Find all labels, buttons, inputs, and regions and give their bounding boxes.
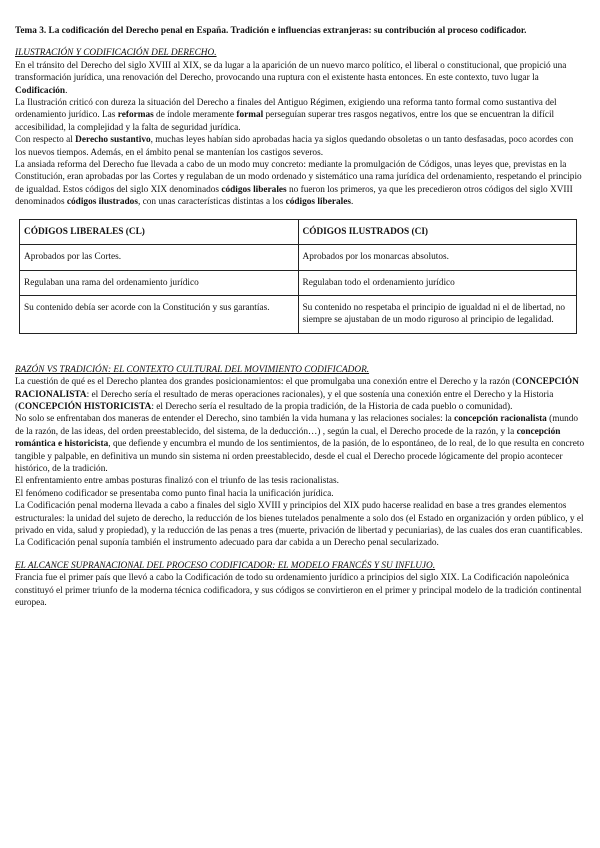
paragraph: En el tránsito del Derecho del siglo XVIII al XIX, se da lugar a la aparición de un nuevo marco político, el liberal o constitucional, que propició una transformación jurídica, una renovación del Derecho, provocando una ruptura con el existente hasta entonces. En este contexto, tuvo lugar la Codificación. xyxy=(15,60,567,96)
table-cell: Regulaban una rama del ordenamiento jurídico xyxy=(20,270,299,295)
table-cell: Aprobados por las Cortes. xyxy=(20,245,299,270)
paragraph: La cuestión de qué es el Derecho plantea dos grandes posicionamientos: el que promulgaba una conexión entre el Derecho y la razón (CONCEPCIÓN RACIONALISTA: el Derecho sería el resultado de meras operaciones racionales), y el que sostenía una conexión entre el Derecho y la Historia (CONCEPCIÓN HISTORICISTA: el Derecho sería el resultado de la propia tradición, de la Historia de cada pueblo o comunidad). xyxy=(15,377,579,412)
table-row xyxy=(20,245,577,270)
paragraph: La ansiada reforma del Derecho fue llevada a cabo de un modo muy concreto: mediante la promulgación de Códigos, unas leyes que, previstas en la Constitución, eran aprobadas por las Cortes y regulaban de un modo ordenado y sistemático una rama jurídica del ordenamiento, respetando el principio de igualdad. Estos códigos del siglo XIX denominados códigos liberales no fueron los primeros, ya que les precedieron otros códigos del siglo XVIII denominados códigos ilustrados, con unas características distintas a los códigos liberales. xyxy=(15,160,582,208)
paragraph: La Codificación penal moderna llevada a cabo a finales del siglo XVIII y principios del XIX pudo hacerse realidad en base a tres grandes elementos estructurales: la unidad del sujeto de derecho, la reducción de los bienes tutelados penalmente a solo dos (el Estado en organización y orden público, y el privado en vida, salud y propiedad), y la reducción de las penas a tres (muerte, privación de libertad y pecuniarias), de las cuales dos eran cuantificables. xyxy=(15,501,584,536)
paragraph: Francia fue el primer país que llevó a cabo la Codificación de todo su ordenamiento jurídico a principios del siglo XIX. La Codificación napoleónica constituyó el primer triunfo de la moderna técnica codificadora, y sus códigos se convirtieron en el primer y principal modelo de la tradición continental europea. xyxy=(15,573,582,609)
document-title: Tema 3. La codificación del Derecho penal en España. Tradición e influencias extranjeras: su contribución al proceso codificador. xyxy=(15,26,527,36)
section-heading-alcance-supranacional: EL ALCANCE SUPRANACIONAL DEL PROCESO CODIFICADOR: EL MODELO FRANCÉS Y SU INFLUJO. xyxy=(15,560,436,571)
paragraph: Con respecto al Derecho sustantivo, muchas leyes habían sido aprobadas hacia ya siglos quedando obsoletas o un tanto desfasadas, poco acordes con los nuevos tiempos. Además, en el ámbito penal se mantenían los castigos severos. xyxy=(15,135,574,158)
table-header-row xyxy=(20,219,577,244)
table-cell: Su contenido no respetaba el principio de igualdad ni el de libertad, no siempre se ajustaban de un modo riguroso al principio de legalidad. xyxy=(298,295,577,333)
section-heading-razon-vs-tradicion: RAZÓN VS TRADICIÓN: EL CONTEXTO CULTURAL DEL MOVIMIENTO CODIFICADOR. xyxy=(15,364,370,375)
paragraph: La Ilustración criticó con dureza la situación del Derecho a finales del Antiguo Régimen, exigiendo una reforma tanto formal como sustantiva del ordenamiento jurídico. Las reformas de índole meramente formal perseguían superar tres rasgos negativos, entre los que se encuentran la difícil accesibilidad, la complejidad y la falta de seguridad jurídica. xyxy=(15,98,557,133)
table-header-cell: CÓDIGOS ILUSTRADOS (CI) xyxy=(298,219,577,244)
paragraph: La Codificación penal suponía también el instrumento adecuado para dar cabida a un Derecho penal secularizado. xyxy=(15,538,439,549)
table-cell: Aprobados por los monarcas absolutos. xyxy=(298,245,577,270)
table-row xyxy=(20,295,577,333)
table-cell: Regulaban todo el ordenamiento jurídico xyxy=(298,270,577,295)
table-row xyxy=(20,270,577,295)
paragraph: El fenómeno codificador se presentaba como punto final hacia la unificación jurídica. xyxy=(15,488,334,499)
table-cell: Su contenido debía ser acorde con la Constitución y sus garantías. xyxy=(20,295,299,333)
table-header-cell: CÓDIGOS LIBERALES (CL) xyxy=(20,219,299,244)
paragraph: No solo se enfrentaban dos maneras de entender el Derecho, sino también la vida humana y las relaciones sociales: la concepción racionalista (mundo de la razón, de las ideas, del orden preestablecido, del sistema, de la deducción…) , según la cual, el Derecho procede de la razón, y la concepción romántica e historicista, que defiende y encumbra el mundo de los sentimientos, de la pasión, de lo espontáneo, de lo real, de lo que resulta en concreto tangible y palpable, en definitiva un mundo sin sistema ni orden preestablecido, desde el cual el Derecho procede lógicamente del propio acontecer histórico, de la tradición. xyxy=(15,414,585,474)
spacer xyxy=(15,334,585,364)
paragraph: El enfrentamiento entre ambas posturas finalizó con el triunfo de las tesis racionalistas. xyxy=(15,476,339,487)
section-heading-ilustracion: ILUSTRACIÓN Y CODIFICACIÓN DEL DERECHO. xyxy=(15,48,217,59)
comparison-table xyxy=(19,219,577,334)
spacer xyxy=(15,550,585,560)
